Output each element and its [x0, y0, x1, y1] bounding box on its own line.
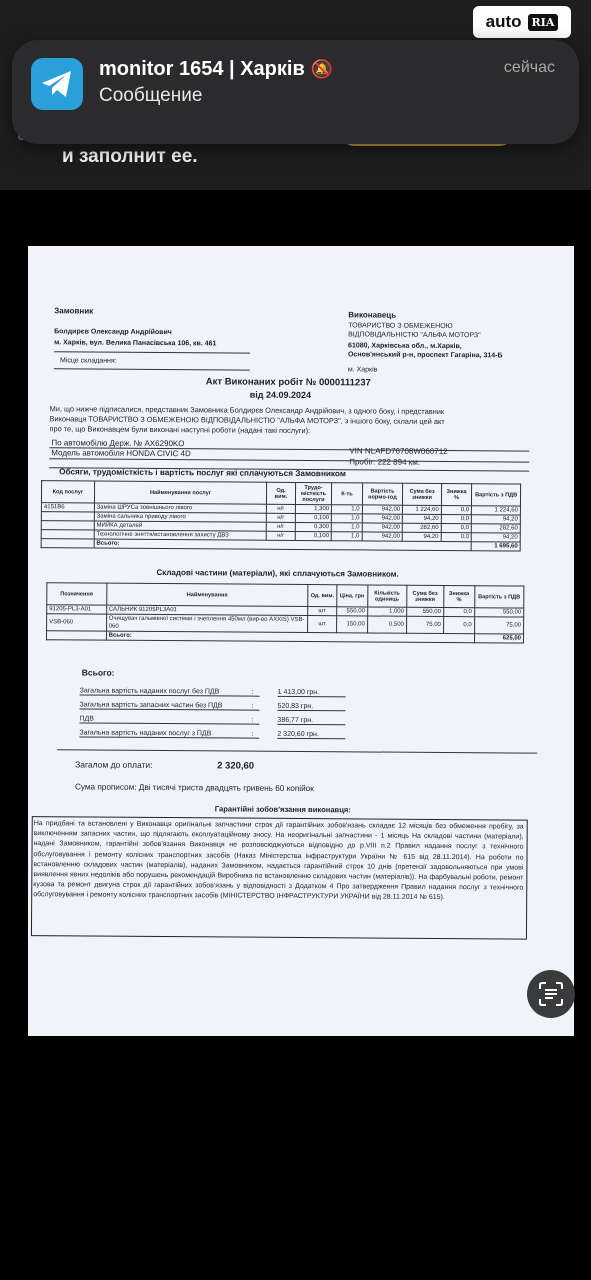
services-header-cell: К-ть: [332, 483, 363, 505]
summary-value: 520,83 грн.: [278, 703, 346, 711]
parts-header-cell: Найменування: [106, 583, 308, 606]
parts-cell: 75,00: [474, 617, 524, 634]
parts-header-cell: Позначення: [47, 583, 107, 605]
parts-cell: 75,00: [406, 616, 443, 633]
contractor-label: Виконавець: [348, 310, 397, 320]
services-cell: 0,100: [295, 513, 332, 522]
parts-cell: Очищувач гальмівної системи і зчеплення 450мл (вир-во AXXIS) VSB-060: [106, 614, 308, 632]
autoria-ria-text: RIA: [528, 14, 559, 31]
summary-label: ПДВ: [79, 715, 259, 724]
place-value: м. Харків: [347, 366, 378, 374]
mileage: Пробіг: 222 894 км.: [349, 457, 421, 467]
summary-colon: :: [251, 730, 254, 738]
customer-label: Замовник: [54, 306, 94, 316]
services-cell: 0,300: [295, 522, 332, 531]
contractor-name-2: ВІДПОВІДАЛЬНІСТЮ "АЛЬФА МОТОРЗ": [348, 331, 481, 340]
summary-label: Загальна вартість наданих послуг без ПДВ: [80, 687, 260, 696]
services-cell: 942,00: [362, 532, 403, 541]
services-title: Обсяги, трудомісткість і вартість послуг які сплачуються Замовником: [59, 467, 346, 479]
act-date: від 24.09.2024: [249, 389, 312, 401]
vin: VIN NLAFD76708W060712: [349, 446, 448, 457]
parts-cell: 0,0: [443, 616, 474, 633]
services-table: [41, 480, 521, 551]
muted-bell-icon: 🔕: [310, 59, 334, 79]
services-cell: н/г: [267, 522, 295, 531]
services-cell: 1,0: [332, 505, 362, 514]
contractor-address-2: Основ'янський р-н, проспект Гагаріна, 314-Б: [347, 351, 503, 360]
summary-title: Всього:: [81, 667, 115, 678]
contractor-name-1: ТОВАРИСТВО З ОБМЕЖЕНОЮ: [348, 322, 453, 331]
parts-cell: 1,000: [367, 607, 406, 616]
document-photo: [28, 246, 574, 1036]
services-cell: 942,00: [362, 514, 403, 523]
services-cell: Технологічне зняття/встановлення захисту ДВЗ: [94, 530, 267, 540]
parts-cell: 150,00: [336, 616, 367, 633]
customer-name: Болдирєв Олександр Андрійович: [54, 328, 172, 337]
services-cell: [41, 530, 94, 539]
services-cell: 0,0: [441, 505, 471, 514]
services-header-cell: Знижка %: [441, 483, 472, 505]
summary-colon: :: [251, 716, 254, 724]
contractor-address-1: 61080, Харківська обл., м.Харків,: [348, 342, 462, 351]
services-cell: 0,0: [441, 514, 471, 523]
services-cell: н/г: [266, 531, 294, 540]
parts-header-cell: Знижка %: [444, 585, 475, 607]
autoria-watermark: [473, 6, 571, 38]
act-document: [28, 246, 574, 1036]
parts-total-empty: [47, 631, 107, 640]
services-cell: Заміна сальника приводу лівого: [94, 512, 267, 522]
parts-cell: 91205-PL3-A01: [47, 605, 107, 614]
intro-line-2: Виконавця ТОВАРИСТВО З ОБМЕЖЕНОЮ ВІДПОВІДАЛЬНІСТЮ "АЛЬФА МОТОРЗ", з іншого боку, склали цей акт: [49, 414, 445, 426]
parts-header-cell: Кількість одиниць: [367, 585, 406, 607]
parts-title: Складові частини (матеріали), які сплачуються Замовником.: [156, 567, 399, 579]
services-cell: н/г: [267, 513, 295, 522]
summary-value: 2 320,60 грн.: [277, 731, 345, 739]
summary-label: Загальна вартість наданих послуг з ПДВ: [79, 729, 259, 738]
text-scan-button[interactable]: [527, 970, 575, 1018]
services-header-cell: Найменування послуг: [94, 481, 267, 504]
model-label: Модель автомобіля HONDA CIVIC 4D: [51, 448, 191, 459]
services-total-value: 1 695,60: [471, 542, 520, 551]
parts-cell: шт: [308, 607, 337, 616]
intro-line-1: Ми, що нижче підписалися, представник Замовника Болдирєв Олександр Андрійович, з одного боку, і представник: [49, 404, 445, 416]
services-cell: 4151B6: [41, 503, 94, 512]
notification-subtitle: Сообщение: [99, 85, 203, 106]
services-total-label: Всього:: [94, 539, 472, 551]
services-cell: 94,20: [472, 515, 521, 524]
services-cell: н/г: [267, 504, 295, 513]
services-cell: 0,100: [295, 531, 332, 540]
intro-line-3: про те, що Виконавцем були виконані наступні роботи (надані такі послуги):: [49, 424, 311, 436]
services-header-cell: Од. вим.: [267, 482, 296, 504]
services-cell: 0,0: [441, 532, 471, 541]
services-cell: 94,20: [402, 532, 441, 541]
summary-value: 386,77 грн.: [277, 717, 345, 725]
autoria-auto-text: auto: [485, 12, 522, 31]
parts-header-cell: Сума без знижки: [407, 585, 444, 607]
summary-colon: :: [251, 688, 254, 696]
services-header-cell: Вартість з ПДВ: [472, 484, 521, 506]
summary-label: Загальна вартість запасних частин без ПДВ: [80, 701, 260, 710]
place-label: Місце складання:: [59, 357, 117, 365]
parts-header-cell: Вартість з ПДВ: [474, 586, 524, 608]
services-cell: 1,300: [295, 504, 332, 513]
services-cell: 942,00: [362, 505, 403, 514]
parts-cell: 550,00: [474, 608, 523, 617]
guarantee-text: На придбані та встановлені у Виконавця оригінальні запчастини строк дії гарантійних зобов'язань складає 12 місяців без обмеження пробігу, за виключенням запасних частин, що підлягають експлуатаційному зносу. На неоригінальні запчастини - 1 місяць На складові частини (матеріали), надані Замовником, гарантійні зобов'язання Виконавця не розповсюджуються відповідно до р.VIII п.2 Правил надання послуг з технічного обслуговування і ремонту колісних транспортних засобів (Наказ Міністерства інфраструктури України № 615 від 28.11.2014). На роботи по встановленню складових частин (матеріалів), наданих Замовником, надається гарантійний строк 10 днів (претензії задовольняються при умові виявлення явних недоліків або порушень рекомендацій Виробника по встановленню складових частин (матеріалів)). На фарбувальні роботи, ремонт кузова та ремонт двигуна строк дії гарантійних зобов'язань у відповідності з Додатком 4 Про затвердження Правил надання послуг з технічного обслуговування і ремонту колісних транспортних засобів (МІНІСТЕРСТВО ІНФРАСТРУКТУРИ УКРАЇНИ від 28.11.2014 № 615).: [33, 820, 524, 902]
parts-cell: 0,500: [367, 616, 406, 633]
services-cell: 0,0: [441, 523, 471, 532]
services-cell: 282,60: [402, 523, 441, 532]
parts-cell: 0,0: [443, 607, 474, 616]
background-text-line2: и заполнит ее.: [62, 146, 198, 167]
plate-label: По автомобілю Держ. № AX6290KO: [51, 438, 185, 449]
services-cell: 1,0: [331, 532, 361, 541]
telegram-icon: [31, 58, 83, 110]
services-cell: МИЙКА деталей: [94, 521, 267, 531]
parts-total-label: Всього:: [106, 631, 474, 643]
services-header-cell: Код послуг: [41, 481, 94, 503]
customer-address: м. Харків, вул. Велика Панасівська 106, кв. 461: [54, 339, 217, 348]
summary-colon: :: [251, 702, 254, 710]
total-value: 2 320,60: [217, 760, 255, 772]
parts-cell: 550,00: [406, 607, 443, 616]
guarantee-title: Гарантійні зобов'язання виконавця:: [214, 804, 351, 815]
amount-in-words: Сума прописом: Дві тисячі триста двадцять гривень 60 копійок: [74, 782, 314, 794]
services-cell: 1,0: [331, 523, 361, 532]
services-cell: Заміна ШРУСа зовнішнього лівого: [94, 503, 267, 513]
services-total-empty: [41, 539, 94, 548]
total-label: Загалом до оплати:: [75, 759, 153, 770]
notification-title: monitor 1654 | Харків 🔕: [99, 58, 334, 80]
text-scan-icon: [538, 982, 564, 1006]
parts-cell: шт: [308, 616, 337, 633]
notification-time: сейчас: [503, 59, 555, 76]
services-cell: [41, 521, 94, 530]
telegram-notification[interactable]: [12, 40, 579, 144]
services-cell: 1 224,60: [403, 505, 442, 514]
parts-header-cell: Од. вим.: [308, 585, 337, 607]
services-header-cell: Сума без знижки: [403, 483, 442, 505]
summary-value: 1 413,00 грн.: [278, 689, 346, 697]
parts-table: [46, 582, 524, 643]
services-cell: 94,20: [471, 533, 520, 542]
services-header-cell: Вартість нормо-год: [362, 483, 403, 505]
parts-cell: VSB-060: [47, 614, 107, 631]
services-cell: 282,60: [471, 524, 520, 533]
parts-cell: 550,00: [337, 607, 368, 616]
services-cell: 1,0: [332, 514, 362, 523]
services-cell: 94,20: [403, 514, 442, 523]
services-header-cell: Трудо-місткість послуги: [295, 482, 332, 504]
parts-cell: САЛЬНИК 91205PL3A01: [106, 605, 308, 615]
act-title: Акт Виконаних робіт № 0000111237: [205, 376, 371, 389]
parts-header-cell: Ціна, грн: [337, 585, 368, 607]
parts-total-value: 625,00: [474, 634, 523, 643]
services-cell: [41, 512, 94, 521]
services-cell: 942,00: [362, 523, 403, 532]
services-cell: 1 224,60: [472, 506, 521, 515]
